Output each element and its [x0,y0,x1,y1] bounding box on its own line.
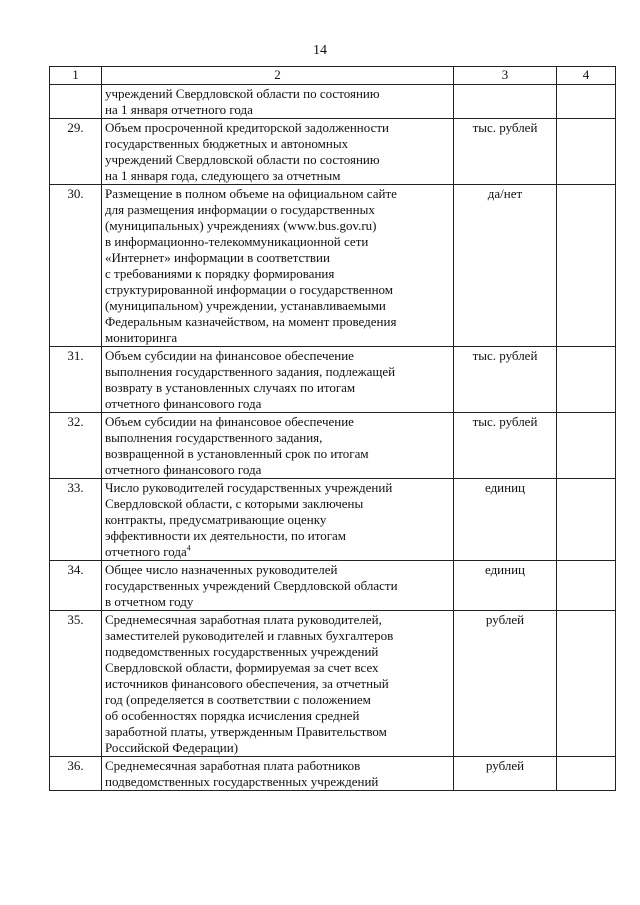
table-row [50,757,616,791]
unit-of-measure: тыс. рублей [454,347,557,413]
column-header-3: 3 [454,67,557,85]
description-line: учреждений Свердловской области по состоянию [105,152,380,167]
row-number: 34. [50,561,102,611]
unit-of-measure: единиц [454,479,557,561]
row-number: 33. [50,479,102,561]
description-line: об особенностях порядка исчисления средней [105,708,360,723]
table-row [50,119,616,185]
indicator-description [102,561,454,611]
description-line: структурированной информации о государственном [105,282,393,297]
table-row [50,611,616,757]
row-number: 29. [50,119,102,185]
description-line: Свердловской области, с которыми заключены [105,496,364,511]
description-line: на 1 января года, следующего за отчетным [105,168,341,183]
value-cell [557,757,616,791]
description-line: заработной платы, утвержденным Правительством [105,724,387,739]
description-line: на 1 января отчетного года [105,102,253,117]
description-line: «Интернет» информации в соответствии [105,250,330,265]
unit-of-measure: рублей [454,611,557,757]
description-line: возвращенной в установленный срок по итогам [105,446,369,461]
description-line: (муниципальном) учреждении, устанавливаемыми [105,298,386,313]
description-line: государственных бюджетных и автономных [105,136,349,151]
indicator-description [102,185,454,347]
description-line: Объем субсидии на финансовое обеспечение [105,348,354,363]
indicator-description [102,119,454,185]
description-line: для размещения информации о государственных [105,202,375,217]
row-number: 30. [50,185,102,347]
description-line: год (определяется в соответствии с положением [105,692,371,707]
row-number: 31. [50,347,102,413]
value-cell [557,119,616,185]
value-cell [557,479,616,561]
description-line: Российской Федерации) [105,740,239,755]
description-line: учреждений Свердловской области по состоянию [105,86,380,101]
indicator-description [102,347,454,413]
description-line: Общее число назначенных руководителей [105,562,338,577]
column-header-4: 4 [557,67,616,85]
description-line: контракты, предусматривающие оценку [105,512,327,527]
column-header-2: 2 [102,67,454,85]
description-line: Размещение в полном объеме на официальном сайте [105,186,397,201]
description-line: подведомственных государственных учреждений [105,644,379,659]
description-line: (муниципальных) учреждениях (www.bus.gov.ru) [105,218,377,233]
row-number: 36. [50,757,102,791]
table-row [50,413,616,479]
indicator-description [102,479,454,561]
description-line: подведомственных государственных учреждений [105,774,379,789]
indicator-description [102,413,454,479]
footnote-marker: 4 [186,543,191,553]
value-cell [557,85,616,119]
description-line: Среднемесячная заработная плата руководителей, [105,612,382,627]
description-line: Свердловской области, формируемая за счет всех [105,660,379,675]
row-number [50,85,102,119]
description-line: в отчетном году [105,594,194,609]
unit-of-measure: да/нет [454,185,557,347]
page-number: 14 [313,43,327,58]
row-number: 35. [50,611,102,757]
description-line: с требованиями к порядку формирования [105,266,335,281]
description-line: возврату в установленных случаях по итогам [105,380,356,395]
table-row [50,347,616,413]
value-cell [557,185,616,347]
value-cell [557,561,616,611]
description-line: Число руководителей государственных учреждений [105,480,393,495]
description-line: эффективности их деятельности, по итогам [105,528,347,543]
description-line: отчетного финансового года [105,396,262,411]
description-line: выполнения государственного задания, подлежащей [105,364,396,379]
column-header-1: 1 [50,67,102,85]
unit-of-measure: тыс. рублей [454,119,557,185]
description-line: источников финансового обеспечения, за отчетный [105,676,389,691]
unit-of-measure: рублей [454,757,557,791]
description-line: мониторинга [105,330,178,345]
unit-of-measure [454,85,557,119]
indicator-description [102,85,454,119]
indicator-description [102,757,454,791]
description-line: выполнения государственного задания, [105,430,323,445]
row-number: 32. [50,413,102,479]
description-line: Объем просроченной кредиторской задолженности [105,120,389,135]
value-cell [557,347,616,413]
indicators-table [49,66,616,791]
description-line: отчетного года$^4$ [105,543,191,559]
value-cell [557,413,616,479]
table-row [50,479,616,561]
description-line: отчетного финансового года [105,462,262,477]
description-line: в информационно-телекоммуникационной сети [105,234,369,249]
header-row [50,67,616,85]
table-row [50,561,616,611]
table-row [50,185,616,347]
description-line: Объем субсидии на финансовое обеспечение [105,414,354,429]
unit-of-measure: тыс. рублей [454,413,557,479]
description-line: заместителей руководителей и главных бухгалтеров [105,628,394,643]
description-line: Среднемесячная заработная плата работников [105,758,361,773]
description-line: Федеральным казначейством, на момент проведения [105,314,397,329]
value-cell [557,611,616,757]
description-line: государственных учреждений Свердловской области [105,578,398,593]
unit-of-measure: единиц [454,561,557,611]
table-row [50,85,616,119]
indicator-description [102,611,454,757]
